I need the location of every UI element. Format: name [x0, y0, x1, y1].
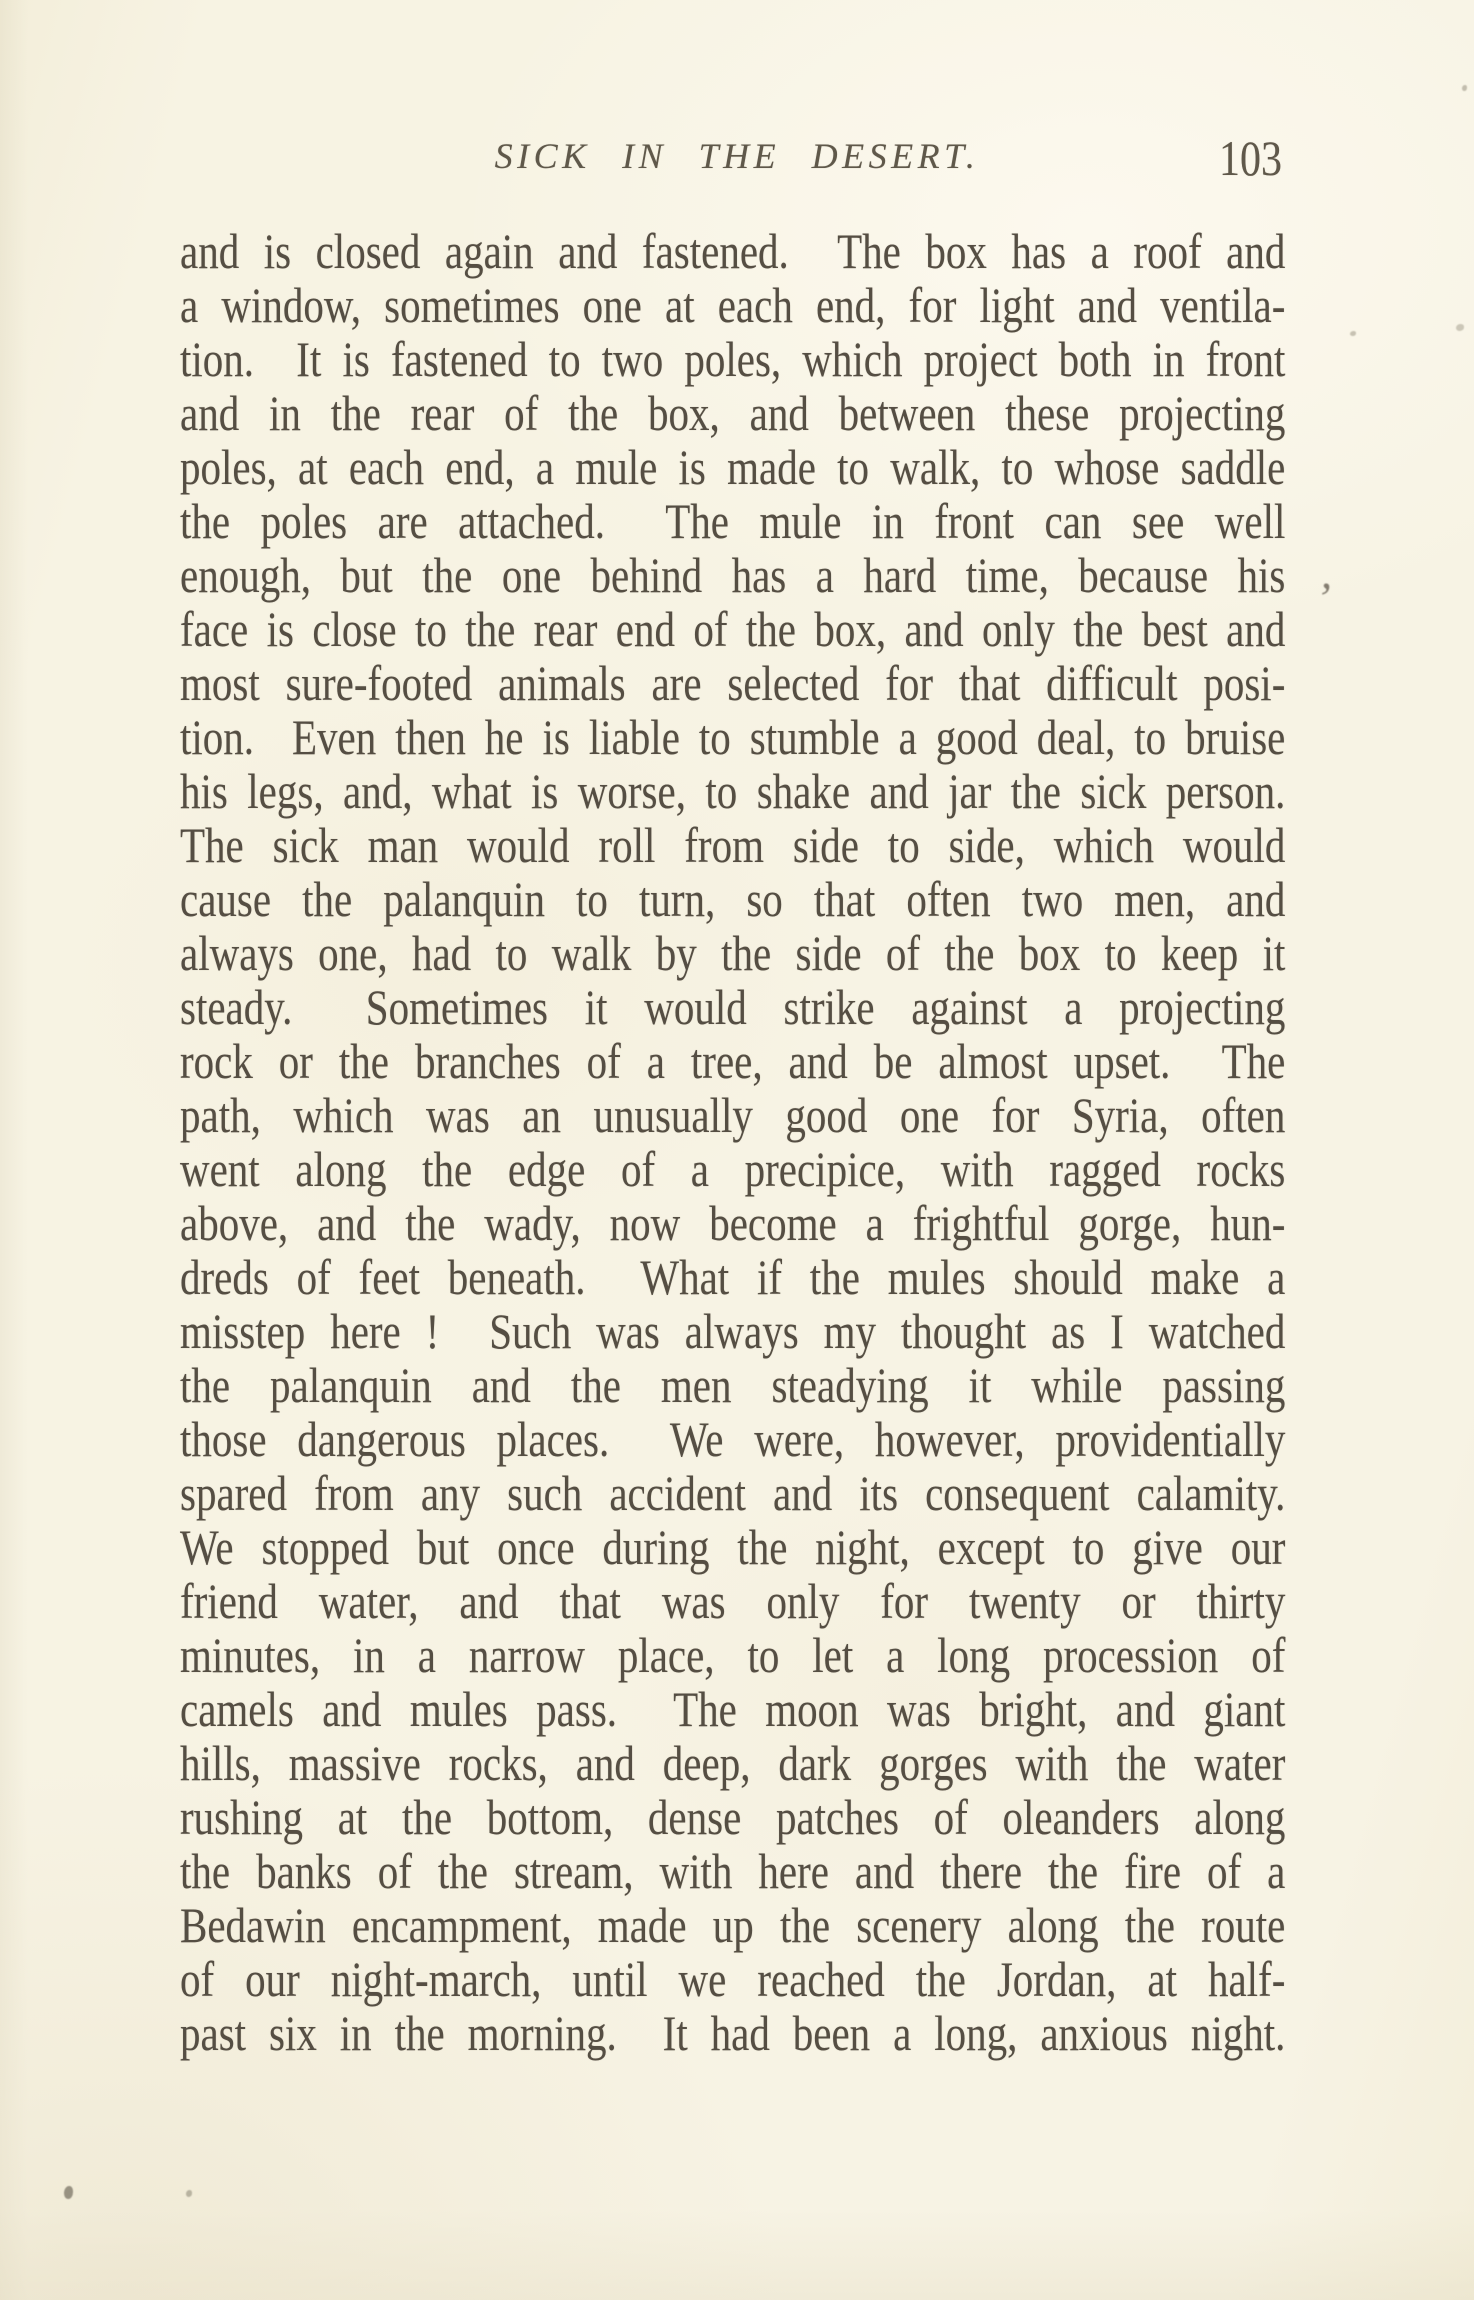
text-line: Bedawin encampment, made up the scenery along the route: [180, 1897, 1286, 1953]
text-line: the palanquin and the men steadying it while passing: [180, 1357, 1286, 1413]
text-line: those dangerous places. We were, however, providentially: [180, 1411, 1286, 1467]
text-line: of our night-march, until we reached the Jordan, at half-: [180, 1951, 1286, 2007]
text-line: dreds of feet beneath. What if the mules should make a: [180, 1249, 1286, 1305]
text-line: past six in the morning. It had been a long, anxious night.: [180, 2005, 1286, 2061]
scan-speck: [64, 2186, 73, 2199]
text-line: cause the palanquin to turn, so that often two men, and: [180, 871, 1286, 927]
text-line: misstep here ! Such was always my thought as I watched: [180, 1303, 1286, 1359]
text-line: tion. It is fastened to two poles, which project both in front: [180, 331, 1286, 387]
text-line: friend water, and that was only for twenty or thirty: [180, 1573, 1286, 1629]
text-line: rock or the branches of a tree, and be almost upset. The: [180, 1033, 1286, 1089]
text-line: a window, sometimes one at each end, for light and ventila-: [180, 277, 1286, 333]
text-line: always one, had to walk by the side of the box to keep it: [180, 925, 1286, 981]
text-line: and is closed again and fastened. The box has a roof and: [180, 223, 1286, 279]
text-line: his legs, and, what is worse, to shake and jar the sick person.: [180, 763, 1286, 819]
text-line: tion. Even then he is liable to stumble a good deal, to bruise: [180, 709, 1286, 765]
scan-speck: [1462, 85, 1467, 91]
text-line: enough, but the one behind has a hard time, because his: [180, 547, 1286, 603]
text-line: hills, massive rocks, and deep, dark gorges with the water: [180, 1735, 1286, 1791]
body-text: [180, 224, 1474, 2060]
text-line: We stopped but once during the night, except to give our: [180, 1519, 1286, 1575]
stray-comma-mark: ,: [1320, 548, 1335, 599]
text-line: spared from any such accident and its consequent calamity.: [180, 1465, 1286, 1521]
text-line: and in the rear of the box, and between these projecting: [180, 385, 1286, 441]
text-line: the banks of the stream, with here and there the fire of a: [180, 1843, 1286, 1899]
scan-speck: [186, 2190, 192, 2197]
text-line: the poles are attached. The mule in front can see well: [180, 493, 1286, 549]
text-line: path, which was an unusually good one for Syria, often: [180, 1087, 1286, 1143]
text-line: above, and the wady, now become a frightful gorge, hun-: [180, 1195, 1286, 1251]
text-line: most sure-footed animals are selected for that difficult posi-: [180, 655, 1286, 711]
text-line: rushing at the bottom, dense patches of oleanders along: [180, 1789, 1286, 1845]
text-line: minutes, in a narrow place, to let a long procession of: [180, 1627, 1286, 1683]
text-line: went along the edge of a precipice, with ragged rocks: [180, 1141, 1286, 1197]
page-number: 103: [1219, 130, 1282, 186]
running-title: SICK IN THE DESERT.: [494, 136, 980, 176]
text-line: face is close to the rear end of the box, and only the best and: [180, 601, 1286, 657]
text-line: The sick man would roll from side to side, which would: [180, 817, 1286, 873]
text-line: steady. Sometimes it would strike against a projecting: [180, 979, 1286, 1035]
text-line: poles, at each end, a mule is made to walk, to whose saddle: [180, 439, 1286, 495]
text-line: camels and mules pass. The moon was bright, and giant: [180, 1681, 1286, 1737]
